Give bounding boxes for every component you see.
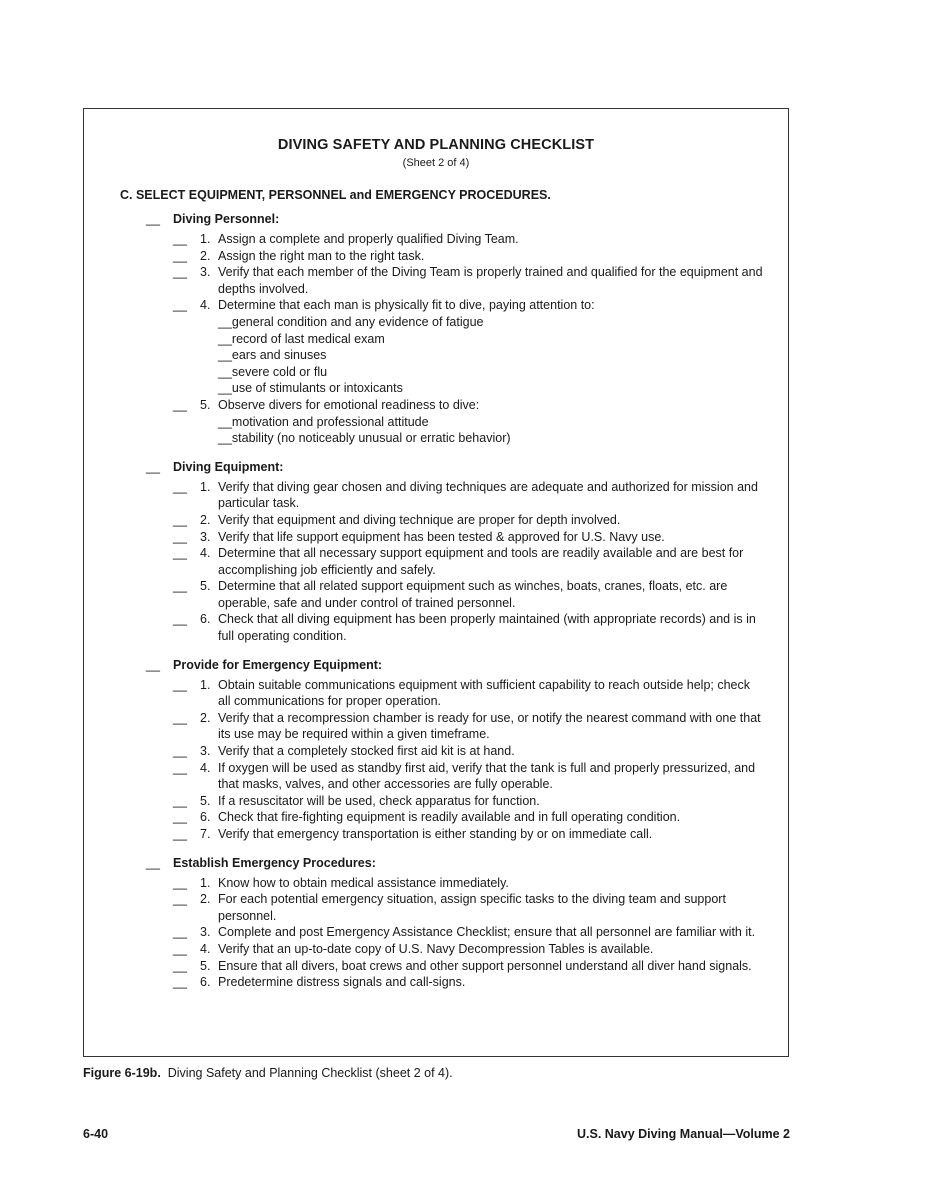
item-checkbox-blank[interactable]: __: [173, 512, 187, 527]
item-text: Assign the right man to the right task.: [218, 248, 425, 263]
item-number: 2.: [200, 710, 211, 725]
item-checkbox-blank[interactable]: __: [173, 875, 187, 890]
group-checkbox-blank[interactable]: __: [146, 459, 160, 474]
item-text: Check that all diving equipment has been properly maintained (with appropriate records) and is in full operating condition.: [218, 612, 756, 644]
group-heading: [84, 853, 788, 875]
page-number: 6-40: [83, 1127, 109, 1141]
item-number: 4.: [200, 546, 211, 561]
checklist-group: [84, 655, 788, 843]
item-checkbox-blank[interactable]: __: [173, 479, 187, 494]
item-number: 5.: [200, 579, 211, 594]
checklist-item: [84, 974, 788, 991]
item-text: Verify that an up-to-date copy of U.S. Navy Decompression Tables is available.: [218, 941, 654, 956]
group-heading: [84, 457, 788, 479]
checklist-item: [84, 529, 788, 546]
group-label: Provide for Emergency Equipment:: [173, 657, 383, 672]
checklist-item: [84, 924, 788, 941]
checklist-group: [84, 853, 788, 991]
item-number: 1.: [200, 677, 211, 692]
checklist-item: [84, 941, 788, 958]
item-text: Assign a complete and properly qualified Diving Team.: [218, 232, 519, 246]
checklist-item: [84, 545, 788, 578]
group-heading: [84, 209, 788, 231]
sub-item: __stability (no noticeably unusual or erratic behavior): [218, 431, 511, 446]
item-checkbox-blank[interactable]: __: [173, 248, 187, 263]
group-label: Diving Personnel:: [173, 212, 280, 226]
checklist-item: [84, 710, 788, 743]
checklist-item: [84, 891, 788, 924]
group-label: Establish Emergency Procedures:: [173, 855, 376, 870]
item-number: 2.: [200, 248, 211, 263]
item-text: Verify that each member of the Diving Team is properly trained and qualified for the equipment and depths involved.: [218, 265, 763, 296]
figure-label: Figure 6-19b.: [83, 1066, 161, 1080]
checklist-item: [84, 793, 788, 810]
item-checkbox-blank[interactable]: __: [173, 760, 187, 775]
item-number: 5.: [200, 958, 211, 973]
item-text: If oxygen will be used as standby first aid, verify that the tank is full and properly pressurized, and that masks, valves, and other accessories are fully operable.: [218, 760, 756, 792]
item-checkbox-blank[interactable]: __: [173, 941, 187, 956]
item-number: 3.: [200, 265, 211, 280]
checklist-title: DIVING SAFETY AND PLANNING CHECKLIST: [277, 137, 595, 153]
checklist-item: [84, 958, 788, 975]
group-heading: [84, 655, 788, 677]
sub-item: __record of last medical exam: [218, 331, 385, 346]
item-checkbox-blank[interactable]: __: [173, 612, 187, 627]
item-text: Predetermine distress signals and call-signs.: [218, 975, 466, 990]
sub-item: __general condition and any evidence of fatigue: [218, 314, 484, 329]
checklist-group: [84, 457, 788, 645]
item-checkbox-blank[interactable]: __: [173, 265, 187, 280]
item-checkbox-blank[interactable]: __: [173, 810, 187, 825]
item-checkbox-blank[interactable]: __: [173, 827, 187, 841]
item-checkbox-blank[interactable]: __: [173, 744, 187, 759]
checklist-item: [84, 611, 788, 644]
item-checkbox-blank[interactable]: __: [173, 529, 187, 544]
manual-title: U.S. Navy Diving Manual—Volume 2: [576, 1127, 790, 1141]
item-text: For each potential emergency situation, assign specific tasks to the diving team and support personnel.: [218, 892, 726, 923]
item-checkbox-blank[interactable]: __: [173, 892, 187, 907]
checklist-item: [84, 578, 788, 611]
checklist-item: [84, 248, 788, 265]
sub-item: __ears and sinuses: [218, 348, 327, 363]
item-number: 2.: [200, 512, 211, 527]
checklist-group: [84, 209, 788, 447]
item-number: 4.: [200, 760, 211, 775]
item-text: Verify that emergency transportation is either standing by or on immediate call.: [218, 827, 653, 841]
group-checkbox-blank[interactable]: __: [146, 212, 160, 226]
item-checkbox-blank[interactable]: __: [173, 793, 187, 808]
checklist-item: [84, 760, 788, 793]
item-text: Verify that equipment and diving technique are proper for depth involved.: [218, 512, 621, 527]
item-number: 5.: [200, 397, 211, 412]
checklist-subtitle: (Sheet 2 of 4): [402, 157, 470, 169]
section-heading: C. SELECT EQUIPMENT, PERSONNEL and EMERGENCY PROCEDURES.: [120, 188, 551, 202]
item-checkbox-blank[interactable]: __: [173, 677, 187, 692]
item-text: Complete and post Emergency Assistance Checklist; ensure that all personnel are familiar with it.: [218, 925, 756, 940]
item-text: Determine that all necessary support equipment and tools are readily available and are best for accomplishing job efficiently and safely.: [218, 546, 744, 577]
item-number: 1.: [200, 232, 211, 246]
sub-item: __severe cold or flu: [218, 364, 328, 379]
checklist-item: [84, 826, 788, 843]
item-checkbox-blank[interactable]: __: [173, 710, 187, 725]
checklist-item: [84, 743, 788, 760]
group-label: Diving Equipment:: [173, 459, 284, 474]
item-number: 7.: [200, 827, 211, 841]
group-checkbox-blank[interactable]: __: [146, 657, 160, 672]
item-number: 5.: [200, 793, 211, 808]
item-text: Determine that all related support equipment such as winches, boats, cranes, floats, etc. are operable, safe and under control of trained personnel.: [218, 579, 728, 610]
item-text: Check that fire-fighting equipment is readily available and in full operating condition.: [218, 810, 681, 825]
item-number: 1.: [200, 479, 211, 494]
checklist-item: [84, 875, 788, 892]
item-number: 6.: [200, 612, 211, 627]
checklist-item: [84, 397, 788, 414]
checklist-item: [84, 297, 788, 314]
item-number: 1.: [200, 875, 211, 890]
item-checkbox-blank[interactable]: __: [173, 975, 187, 990]
figure-text: Diving Safety and Planning Checklist (sheet 2 of 4).: [167, 1066, 453, 1080]
checklist-frame: [83, 108, 789, 1057]
item-text: Verify that a completely stocked first aid kit is at hand.: [218, 744, 515, 759]
item-number: 3.: [200, 925, 211, 940]
checklist-item: [84, 264, 788, 297]
item-number: 3.: [200, 744, 211, 759]
item-text: Determine that each man is physically fit to dive, paying attention to:: [218, 298, 595, 313]
item-checkbox-blank[interactable]: __: [173, 232, 187, 246]
item-text: Observe divers for emotional readiness to dive:: [218, 397, 480, 412]
item-text: Obtain suitable communications equipment with sufficient capability to reach outside help; check all communications for proper operation.: [218, 677, 751, 709]
item-number: 2.: [200, 892, 211, 907]
item-checkbox-blank[interactable]: __: [173, 546, 187, 561]
item-checkbox-blank[interactable]: __: [173, 397, 187, 412]
checklist-item: [84, 479, 788, 512]
sub-item: __use of stimulants or intoxicants: [218, 381, 403, 396]
sub-item: __motivation and professional attitude: [218, 414, 429, 429]
item-checkbox-blank[interactable]: __: [173, 925, 187, 940]
checklist-item: [84, 677, 788, 710]
item-checkbox-blank[interactable]: __: [173, 298, 187, 313]
item-number: 4.: [200, 298, 211, 313]
item-number: 6.: [200, 975, 211, 990]
checklist-groups: [84, 209, 788, 1001]
checklist-item: [84, 809, 788, 826]
item-text: Ensure that all divers, boat crews and other support personnel understand all diver hand signals.: [218, 958, 752, 973]
group-checkbox-blank[interactable]: __: [146, 855, 160, 870]
item-text: Know how to obtain medical assistance immediately.: [218, 875, 509, 890]
item-checkbox-blank[interactable]: __: [173, 958, 187, 973]
item-number: 4.: [200, 941, 211, 956]
item-text: Verify that life support equipment has been tested & approved for U.S. Navy use.: [218, 529, 665, 544]
checklist-item: [84, 231, 788, 248]
item-text: Verify that a recompression chamber is ready for use, or notify the nearest command with one that its use may be required within a given timeframe.: [218, 710, 761, 742]
item-text: Verify that diving gear chosen and diving techniques are adequate and authorized for mission and particular task.: [218, 479, 758, 511]
figure-caption: [83, 1066, 453, 1080]
item-text: If a resuscitator will be used, check apparatus for function.: [218, 793, 540, 808]
item-number: 3.: [200, 529, 211, 544]
item-number: 6.: [200, 810, 211, 825]
item-checkbox-blank[interactable]: __: [173, 579, 187, 594]
checklist-item: [84, 512, 788, 529]
